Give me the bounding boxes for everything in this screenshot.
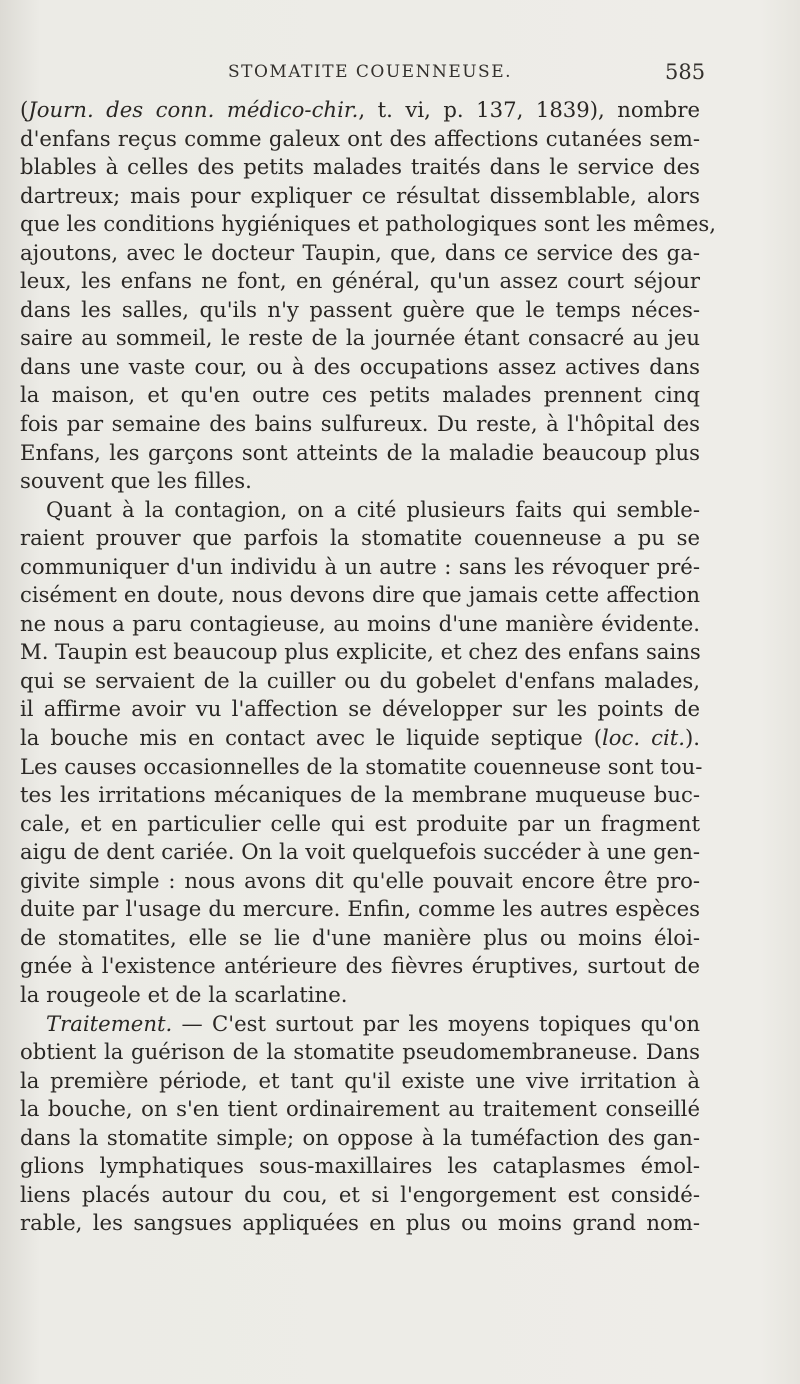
text-segment: M. Taupin est beaucoup plus explicite, et chez des enfans sains (20, 639, 701, 665)
text-segment: rable, les sangsues appliquées en plus ou moins grand nom- (20, 1210, 700, 1236)
text-line (20, 524, 700, 553)
text-segment: , t. vi, p. 137, 1839), nombre (358, 97, 700, 122)
text-line (20, 410, 700, 439)
text-segment: ). (684, 725, 700, 751)
text-segment: ( (20, 97, 29, 122)
text-segment: duite par l'usage du mercure. Enfin, comme les autres espèces (20, 896, 700, 922)
text-segment: raient prouver que parfois la stomatite couenneuse a pu se (20, 525, 700, 551)
text-segment: aigu de dent cariée. On la voit quelquefois succéder à une gen- (20, 839, 700, 865)
italic-text-segment: loc. cit. (602, 725, 685, 751)
text-line (20, 1209, 700, 1238)
text-segment: que les conditions hygiéniques et pathologiques sont les mêmes, (20, 211, 717, 237)
text-segment: cisément en doute, nous devons dire que jamais cette affection (20, 582, 700, 608)
text-segment: ajoutons, avec le docteur Taupin, que, dans ce service des ga- (20, 239, 700, 265)
text-segment: Quant à la contagion, on a cité plusieurs faits qui semble- (46, 496, 700, 522)
text-line (20, 1067, 700, 1096)
text-line (20, 96, 700, 125)
text-segment: — C'est surtout par les moyens topiques qu'on (172, 1010, 700, 1036)
text-segment: dans les salles, qu'ils n'y passent guère que le temps néces- (20, 296, 700, 322)
text-segment: dans une vaste cour, ou à des occupations assez actives dans (20, 353, 700, 379)
text-line (20, 1010, 700, 1039)
running-head-title: STOMATITE COUENNEUSE. (228, 62, 513, 82)
text-line (20, 952, 700, 981)
text-segment: Enfans, les garçons sont atteints de la maladie beaucoup plus (20, 439, 700, 465)
text-line (20, 439, 700, 468)
text-segment: la bouche mis en contact avec le liquide septique ( (20, 725, 602, 751)
text-segment: souvent que les filles. (20, 468, 252, 494)
text-line (20, 895, 700, 924)
text-line (20, 695, 700, 724)
text-segment: la maison, et qu'en outre ces petits malades prennent cinq (20, 382, 700, 408)
text-line (20, 838, 700, 867)
text-segment: saire au sommeil, le reste de la journée étant consacré au jeu (20, 325, 700, 351)
text-line (20, 1038, 700, 1067)
text-line (20, 981, 700, 1010)
running-head (0, 62, 800, 92)
text-segment: la rougeole et de la scarlatine. (20, 981, 348, 1007)
text-line (20, 125, 700, 154)
text-line (20, 924, 700, 953)
text-segment: dans la stomatite simple; on oppose à la tuméfaction des gan- (20, 1124, 700, 1150)
text-line (20, 667, 700, 696)
italic-text-segment: Journ. des conn. médico-chir. (28, 97, 359, 122)
text-line (20, 638, 700, 667)
text-line (20, 239, 700, 268)
text-line (20, 182, 700, 211)
text-segment: communiquer d'un individu à un autre : sans les révoquer pré- (20, 553, 700, 579)
text-line (20, 581, 700, 610)
page-number: 585 (665, 60, 706, 84)
text-line (20, 1124, 700, 1153)
text-line (20, 781, 700, 810)
text-segment: tes les irritations mécaniques de la membrane muqueuse buc- (20, 782, 700, 808)
text-line (20, 267, 700, 296)
text-line (20, 381, 700, 410)
text-segment: givite simple : nous avons dit qu'elle pouvait encore être pro- (20, 867, 700, 893)
text-line (20, 610, 700, 639)
text-line (20, 753, 703, 782)
text-line (20, 353, 700, 382)
text-line (20, 210, 717, 239)
text-line (20, 496, 700, 525)
text-line (20, 553, 700, 582)
text-segment: il affirme avoir vu l'affection se développer sur les points de (20, 696, 700, 722)
text-segment: la bouche, on s'en tient ordinairement au traitement conseillé (20, 1096, 700, 1122)
text-segment: la première période, et tant qu'il existe une vive irritation à (20, 1067, 700, 1093)
body-text (20, 96, 717, 1238)
text-line (20, 296, 700, 325)
text-line (20, 467, 700, 496)
text-line (20, 1181, 700, 1210)
text-segment: blables à celles des petits malades traités dans le service des (20, 154, 700, 180)
text-line (20, 724, 700, 753)
text-segment: liens placés autour du cou, et si l'engorgement est considé- (20, 1181, 700, 1207)
text-segment: glions lymphatiques sous-maxillaires les cataplasmes émol- (20, 1153, 700, 1179)
text-segment: gnée à l'existence antérieure des fièvres éruptives, surtout de (20, 953, 700, 979)
text-line (20, 153, 700, 182)
text-segment: ne nous a paru contagieuse, au moins d'une manière évidente. (20, 610, 700, 636)
text-segment: fois par semaine des bains sulfureux. Du reste, à l'hôpital des (20, 411, 700, 437)
text-segment: d'enfans reçus comme galeux ont des affections cutanées sem- (20, 125, 700, 151)
text-segment: Les causes occasionnelles de la stomatite couenneuse sont tou- (20, 753, 703, 779)
text-segment: dartreux; mais pour expliquer ce résultat dissemblable, alors (20, 182, 700, 208)
text-segment: cale, et en particulier celle qui est produite par un fragment (20, 810, 700, 836)
text-line (20, 1152, 700, 1181)
text-segment: obtient la guérison de la stomatite pseudomembraneuse. Dans (20, 1039, 700, 1065)
text-line (20, 867, 700, 896)
text-segment: qui se servaient de la cuiller ou du gobelet d'enfans malades, (20, 667, 700, 693)
text-line (20, 324, 700, 353)
text-line (20, 1095, 700, 1124)
text-line (20, 810, 700, 839)
text-segment: de stomatites, elle se lie d'une manière plus ou moins éloi- (20, 924, 700, 950)
text-segment: leux, les enfans ne font, en général, qu'un assez court séjour (20, 268, 700, 294)
italic-text-segment: Traitement. (46, 1010, 173, 1036)
